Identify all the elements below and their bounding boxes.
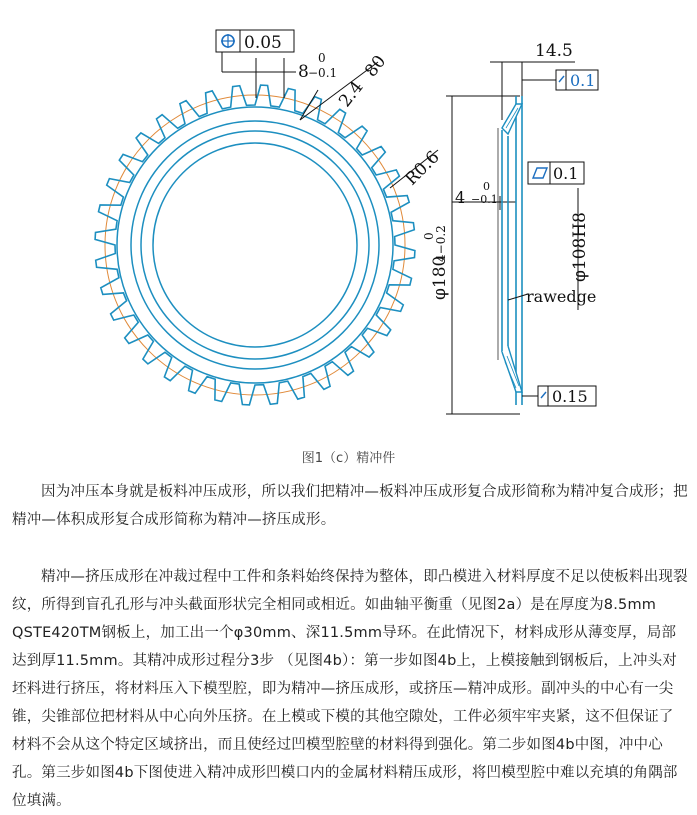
chamfer-angle: 80 — [361, 51, 391, 82]
paragraph-2: 精冲—挤压成形在冲裁过程中工件和条料始终保持为整体，即凸模进入材料厚度不足以使板料出现裂纹，所得到盲孔孔形与冲头截面形状完全相同或相近。如曲轴平衡重（见图2a）是在厚度为8.5mm QSTE420TM钢板上，加工出一个φ30mm、深11.5mm导环。在此情况下，材料成形从薄变厚，局部达到厚11.5mm。其精冲成形过程分3步 （见图4b）：第一步如图4b上，上模接触到钢板后，上冲头对坯料进行挤压，将材料压入下模型腔，即为精冲—挤压成形，或挤压—精冲成形。副冲头的中心有一尖锥，尖锥部位把材料从中心向外压挤。在上模或下模的其他空隙处，工件必须牢牢夹紧，这不但保证了材料不会从这个特定区域挤出，而且使经过凹模型腔壁的材料得到强化。第二步如图4b中图，冲中心孔。第三步如图4b下图使进入精冲成形凹模口内的金属材料精压成形，将凹模型腔中难以充填的角隅部位填满。 — [12, 569, 688, 809]
paragraph-1: 因为冲压本身就是板料冲压成形，所以我们把精冲—板料冲压成形复合成形简称为精冲复合成形；把精冲—体积成形复合成形简称为精冲—挤压成形。 — [12, 484, 688, 528]
thickness-main: 4 — [455, 188, 466, 207]
radius-dim — [390, 147, 444, 189]
thickness-upper: 0 — [483, 180, 490, 193]
ring-2 — [131, 121, 379, 369]
thickness-dim — [452, 180, 516, 210]
ring-1 — [117, 107, 393, 383]
outer-dia-upper: 0 — [422, 232, 436, 240]
gear-outline — [95, 85, 415, 405]
chamfer-value: 2.4 — [335, 77, 368, 112]
outer-dia-main: φ180 — [430, 255, 450, 300]
inner-bore — [153, 143, 357, 347]
width-upper: 0 — [318, 51, 326, 65]
outer-diameter-dim — [422, 96, 520, 414]
flatness-3-value: 0.15 — [552, 387, 588, 406]
rawedge-text: rawedge — [526, 287, 597, 306]
pitch-circle — [105, 95, 405, 395]
outer-dia-lower: 4−0.2 — [434, 225, 448, 262]
flatness-frame-3 — [522, 386, 596, 406]
flatness-2-value: 0.1 — [553, 164, 579, 183]
chamfer-dim — [300, 52, 390, 120]
width-main: 8 — [298, 62, 309, 82]
flatness-frame-1 — [522, 70, 598, 90]
inner-dia-value: φ108H8 — [570, 212, 590, 282]
flatness-1-value: 0.1 — [570, 71, 596, 90]
width-lower: −0.1 — [308, 66, 338, 80]
radius-value: R0.6 — [401, 147, 444, 190]
ring-3 — [141, 131, 369, 359]
flatness-frame-2 — [528, 162, 584, 184]
position-tolerance-frame — [216, 30, 294, 72]
position-tol-value: 0.05 — [244, 33, 282, 53]
section-view — [498, 96, 522, 405]
thickness-lower: −0.1 — [471, 193, 498, 206]
figure-caption: 图1（c）精冲件 — [301, 451, 396, 466]
overall-width-value: 14.5 — [535, 41, 573, 61]
